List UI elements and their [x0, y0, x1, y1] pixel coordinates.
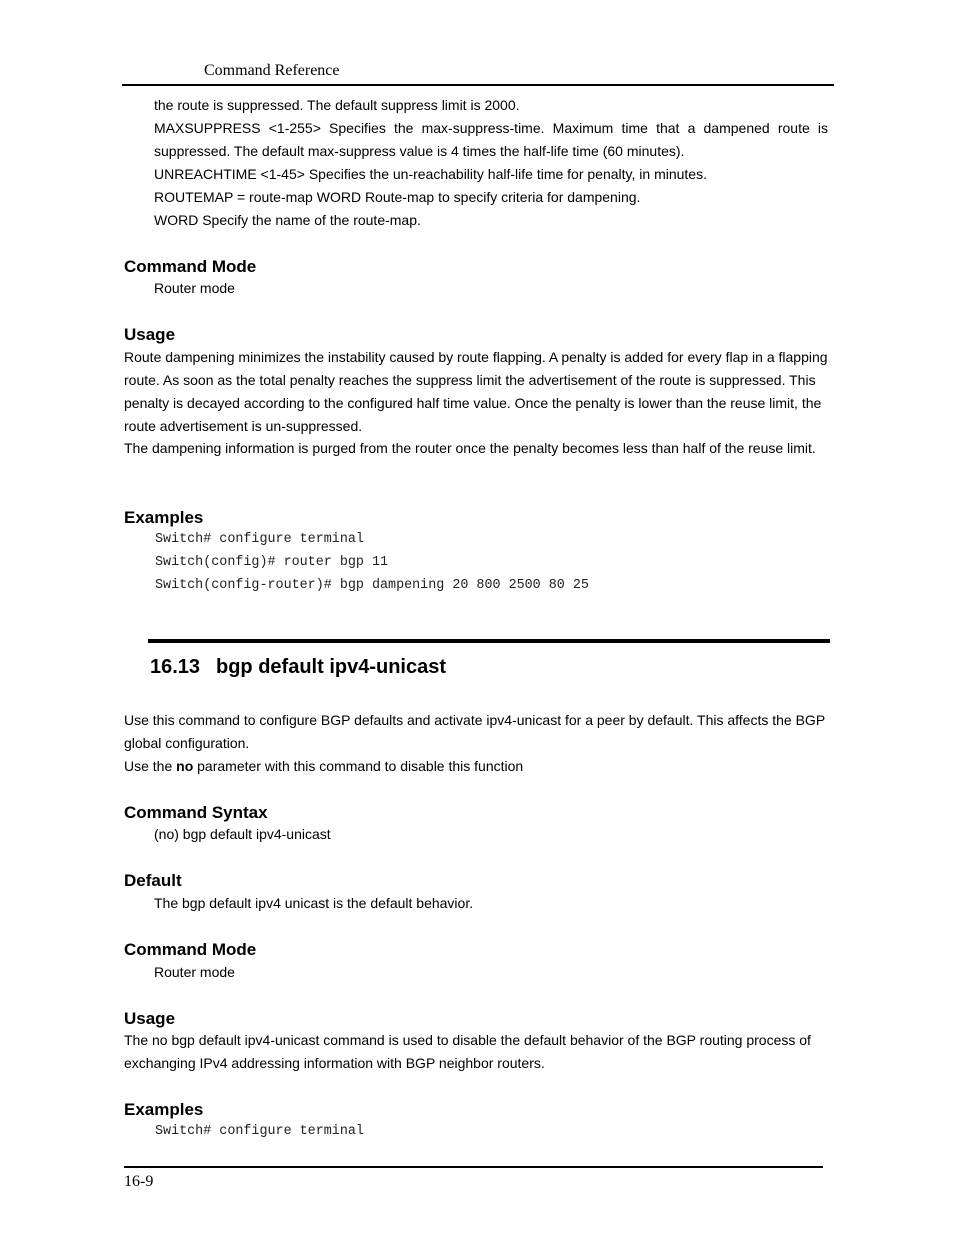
command-syntax-value: (no) bgp default ipv4-unicast	[154, 826, 331, 842]
command-mode-heading: Command Mode	[124, 257, 257, 276]
param-routemap: ROUTEMAP = route-map WORD Route-map to specify criteria for dampening.	[154, 189, 641, 205]
header-divider	[122, 84, 834, 86]
examples-heading: Examples	[124, 1100, 204, 1119]
usage-paragraph: The no bgp default ipv4-unicast command is used to disable the default behavior of the BGP routing process of exchanging IPv4 addressing information with BGP neighbor routers.	[124, 1032, 811, 1071]
example-line: Switch(config)# router bgp 11	[155, 555, 389, 570]
param-suppress-line: the route is suppressed. The default suppress limit is 2000.	[154, 97, 520, 113]
command-mode-value: Router mode	[154, 280, 235, 296]
usage-paragraph-1: Route dampening minimizes the instability caused by route flapping. A penalty is added for every flap in a flapping route. As soon as the total penalty reaches the suppress limit the advertisement of the route is suppressed. This penalty is decayed according to the configured half time value. Once the penalty is lower than the reuse limit, the route advertisement is un-suppressed.	[124, 349, 828, 434]
section-title-text: bgp default ipv4-unicast	[216, 656, 447, 678]
no-keyword: no	[176, 758, 194, 774]
page-number: 16-9	[124, 1173, 154, 1190]
command-mode-heading: Command Mode	[124, 940, 257, 959]
intro-text-after: parameter with this command to disable this function	[193, 758, 524, 774]
usage-heading: Usage	[124, 325, 176, 344]
usage-paragraph-2: The dampening information is purged from the router once the penalty becomes less than half of the reuse limit.	[124, 440, 816, 456]
usage-heading: Usage	[124, 1009, 176, 1028]
section-number: 16.13	[150, 656, 201, 678]
example-line: Switch# configure terminal	[155, 1124, 364, 1139]
example-line: Switch# configure terminal	[155, 532, 364, 547]
section-divider	[148, 639, 830, 643]
section-title	[150, 656, 446, 679]
footer-divider	[124, 1166, 823, 1168]
intro-no-parameter	[124, 755, 828, 778]
param-word: WORD Specify the name of the route-map.	[154, 212, 421, 228]
default-heading: Default	[124, 871, 182, 890]
intro-text-before: Use the	[124, 758, 177, 774]
examples-heading: Examples	[124, 508, 204, 527]
intro-paragraph: Use this command to configure BGP defaults and activate ipv4-unicast for a peer by default. This affects the BGP global configuration.	[124, 712, 825, 751]
command-syntax-heading: Command Syntax	[124, 803, 268, 822]
default-value: The bgp default ipv4 unicast is the default behavior.	[154, 895, 474, 911]
example-line: Switch(config-router)# bgp dampening 20 800 2500 80 25	[155, 578, 589, 593]
param-unreachtime: UNREACHTIME <1-45> Specifies the un-reachability half-life time for penalty, in minutes.	[154, 166, 707, 182]
param-maxsuppress: MAXSUPPRESS <1-255> Specifies the max-suppress-time. Maximum time that a dampened route is suppressed. The default max-suppress value is 4 times the half-life time (60 minutes).	[154, 120, 828, 159]
page-header-title: Command Reference	[204, 62, 340, 79]
command-mode-value: Router mode	[154, 964, 235, 980]
